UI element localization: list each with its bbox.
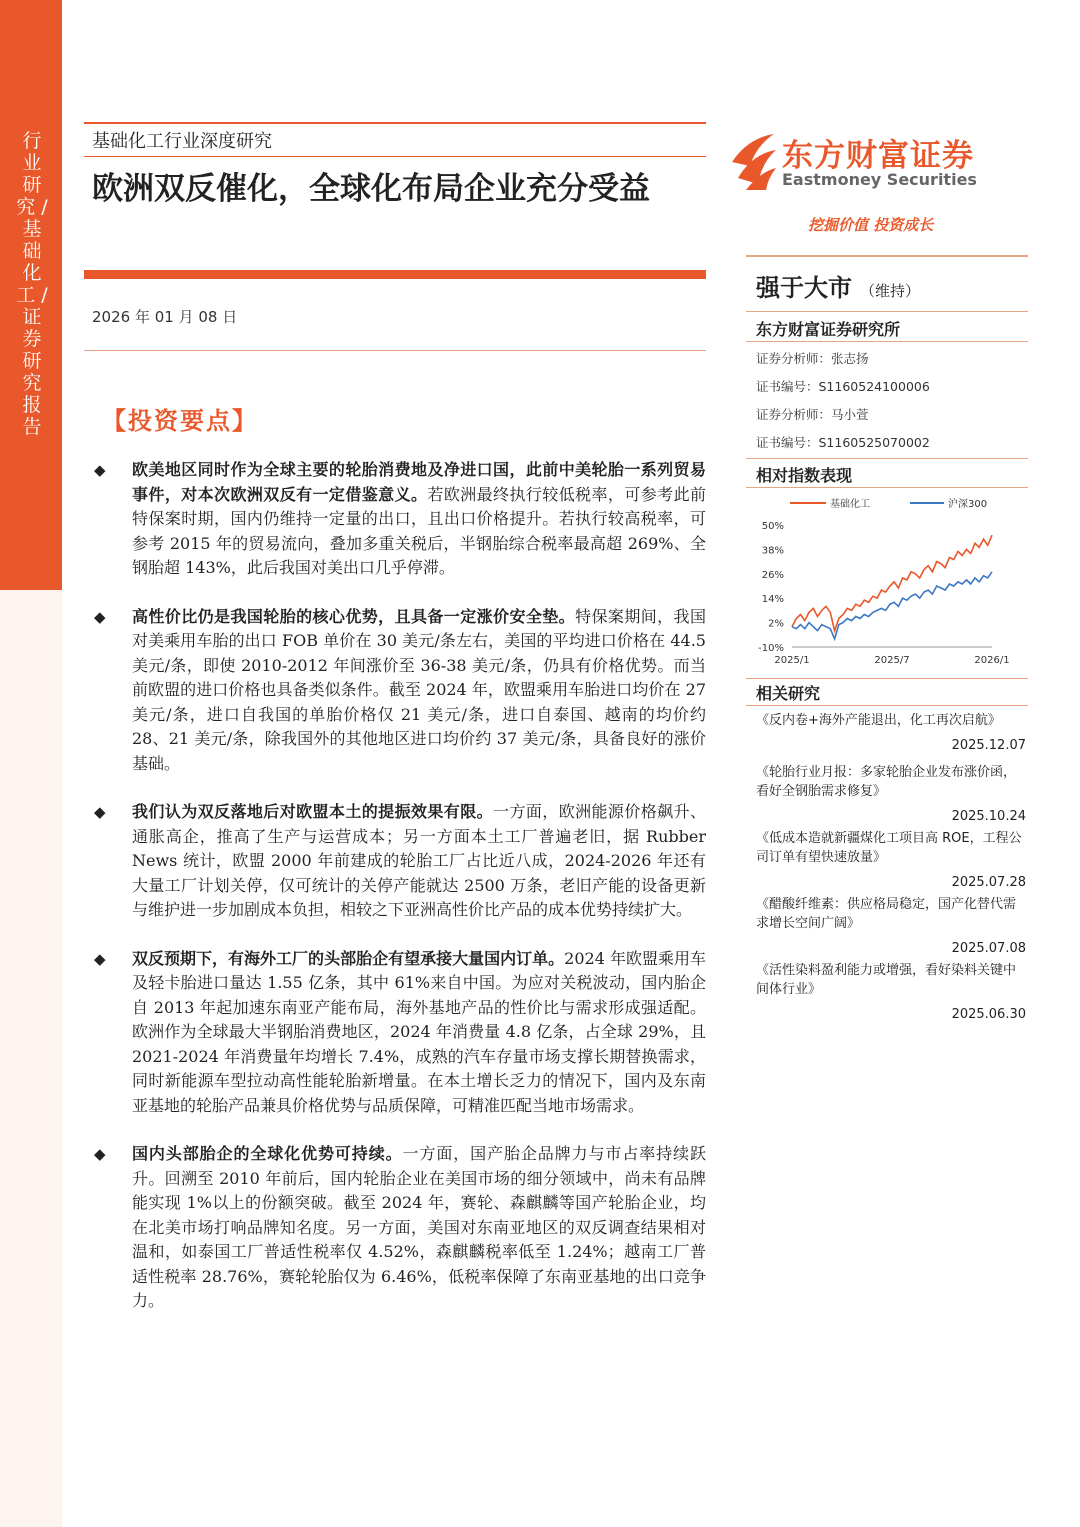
- related-report[interactable]: [756, 895, 1026, 958]
- related-top-rule: [746, 678, 1028, 679]
- perf-top-rule: [746, 458, 1028, 459]
- page-title: 欧洲双反催化，全球化布局企业充分受益: [92, 171, 650, 207]
- related-report-title: 《活性染料盈利能力或增强，看好染料关键中间体行业》: [756, 963, 1017, 997]
- key-point: [92, 458, 706, 581]
- report-date: 2026 年 01 月 08 日: [92, 308, 238, 326]
- related-report-date: 2025.10.24: [951, 809, 1026, 824]
- y-tick-label: 2%: [768, 618, 784, 630]
- key-point-body: 若欧洲最终执行较低税率，可参考此前特保案时期，国内仍维持一定量的出口，且出口价格提升。若执行较高税率，可参考 2015 年的贸易流向，叠加多重关税后，半钢胎综合税率最高超 269%、全钢胎超 143%，此后我国对美出口几乎停滞。: [132, 484, 706, 577]
- diamond-bullet-icon: ◆: [94, 607, 106, 626]
- rating-rule: [746, 311, 1028, 312]
- sidebar: [0, 0, 62, 1527]
- key-point: [92, 1142, 706, 1314]
- y-tick-label: -10%: [758, 643, 784, 654]
- brand-name-cn: 东方财富证券: [782, 138, 974, 174]
- key-point: [92, 947, 706, 1119]
- related-report[interactable]: [756, 711, 1026, 755]
- related-report[interactable]: [756, 829, 1026, 892]
- key-point-lead: 欧美地区同时作为全球主要的轮胎消费地及净进口国，此前中美轮胎一系列贸易事件，对本次欧洲双反有一定借鉴意义。: [132, 460, 706, 504]
- x-tick-label: 2025/1: [774, 655, 810, 666]
- analyst-line: 证券分析师：张志扬: [756, 351, 869, 366]
- related-report-date: 2025.07.08: [951, 941, 1026, 956]
- sidebar-label: 行业研究 / 基础化工 / 证券研究报告: [16, 130, 48, 438]
- related-report-title: 《轮胎行业月报：多家轮胎企业发布涨价函，看好全钢胎需求修复》: [756, 765, 1017, 799]
- series-line-chemical: [792, 535, 992, 631]
- y-tick-label: 50%: [761, 521, 784, 532]
- key-point-lead: 国内头部胎企的全球化优势可持续。: [132, 1144, 403, 1163]
- related-rule: [746, 705, 1028, 706]
- perf-rule: [746, 487, 1028, 488]
- x-tick-label: 2026/1: [974, 655, 1010, 666]
- category-rule: [84, 156, 706, 157]
- related-report[interactable]: [756, 961, 1026, 1024]
- institute-name: 东方财富证券研究所: [756, 320, 901, 339]
- key-point-lead: 双反预期下，有海外工厂的头部胎企有望承接大量国内订单。: [132, 948, 565, 968]
- legend-label-chemical: 基础化工: [830, 499, 870, 510]
- legend-label-csi300: 沪深300: [948, 499, 988, 510]
- analyst-line: 证书编号：S1160525070002: [756, 435, 930, 450]
- top-rule: [84, 122, 706, 124]
- slogan: 挖掘价值 投资成长: [808, 216, 934, 234]
- y-tick-label: 38%: [761, 545, 784, 557]
- rating-top-rule: [746, 255, 1028, 257]
- series-line-csi300: [792, 572, 992, 639]
- key-point-body: 特保案期间，我国对美乘用车胎的出口 FOB 单价在 30 美元/条左右，美国的平均进口价格在 44.5 美元/条，即使 2010-2012 年间涨价至 36-38 美元/条，仍具有价格优势。而当前欧盟的进口价格也具备类似条件。截至 2024 年，欧盟乘用车胎进口均价在 27 美元/条，进口自我国的单胎价格仅 21 美元/条，进口自泰国、越南的均价约 28、21 美元/条，除我国外的其他地区进口均价约 37 美元/条，具备良好的涨价基础。: [132, 606, 706, 773]
- rating: [756, 268, 920, 303]
- diamond-bullet-icon: ◆: [94, 1145, 106, 1163]
- logo: [728, 126, 1028, 196]
- date-rule: [84, 350, 706, 351]
- analyst-line: 证券分析师：马小萱: [756, 407, 869, 422]
- related-report[interactable]: [756, 763, 1026, 826]
- y-tick-label: 14%: [761, 594, 784, 606]
- diamond-bullet-icon: ◆: [94, 803, 106, 821]
- key-point-body: 2024 年欧盟乘用车及轻卡胎进口量达 1.55 亿条，其中 61%来自中国。为应对关税波动，国内胎企自 2013 年起加速东南亚产能布局，海外基地产品的性价比与需求形成强适配。欧洲作为全球最大半钢胎消费地区，2024 年消费量 4.8 亿条，占全球 29%，且 2021-2024 年消费量年均增长 7.4%，成熟的汽车存量市场支撑长期替换需求，同时新能源车型拉动高性能轮胎新增量。在本土增长乏力的情况下，国内及东南亚基地的轮胎产品兼具价格优势与品质保障，可精准匹配当地市场需求。: [132, 948, 706, 1115]
- institute-rule: [746, 341, 1028, 342]
- key-point-body: 一方面，欧洲能源价格飙升、通胀高企，推高了生产与运营成本；另一方面本土工厂普遍老旧，据 Rubber News 统计，欧盟 2000 年前建成的轮胎工厂占比近八成，2024-2026 年还有大量工厂计划关停，仅可统计的关停产能就达 2500 万条，老旧产能的设备更新与维护进一步加剧成本负担，相较之下亚洲高性价比产品的成本优势持续扩大。: [132, 802, 706, 919]
- logo-icon: [728, 132, 778, 192]
- related-heading: 相关研究: [756, 684, 821, 703]
- related-report-date: 2025.12.07: [951, 738, 1026, 753]
- related-report-date: 2025.07.28: [951, 875, 1026, 890]
- key-point-body: 一方面，国产胎企品牌力与市占率持续跃升。回溯至 2010 年前后，国内轮胎企业在美国市场的细分领域中，尚未有品牌能实现 1%以上的份额突破。截至 2024 年，赛轮、森麒麟等国产轮胎企业，均在北美市场打响品牌知名度。另一方面，美国对东南亚地区的双反调查结果相对温和，如泰国工厂普适性税率仅 4.52%，森麒麟税率低至 1.24%；越南工厂普适性税率 28.76%，赛轮轮胎仅为 6.46%，低税率保障了东南亚基地的出口竞争力。: [132, 1144, 706, 1310]
- diamond-bullet-icon: ◆: [94, 461, 106, 479]
- report-category: 基础化工行业深度研究: [92, 131, 272, 152]
- related-report-date: 2025.06.30: [951, 1007, 1026, 1022]
- key-point-lead: 高性价比仍是我国轮胎的核心优势，且具备一定涨价安全垫。: [132, 606, 576, 626]
- perf-heading: 相对指数表现: [756, 466, 853, 485]
- title-bar: [84, 270, 706, 279]
- key-point: [92, 800, 706, 923]
- diamond-bullet-icon: ◆: [94, 949, 106, 968]
- key-point: [92, 605, 706, 777]
- brand-name-en: Eastmoney Securities: [782, 170, 977, 189]
- section-heading: 【投资要点】: [102, 407, 258, 435]
- related-report-title: 《低成本造就新疆煤化工项目高 ROE，工程公司订单有望快速放量》: [756, 831, 1022, 865]
- chart-legend: [790, 497, 987, 510]
- relative-performance-chart: [746, 490, 1028, 670]
- key-point-lead: 我们认为双反落地后对欧盟本土的提振效果有限。: [132, 802, 494, 821]
- rating-label: 强于大市: [756, 274, 852, 302]
- analyst-line: 证书编号：S1160524100006: [756, 379, 930, 394]
- y-tick-label: 26%: [761, 569, 784, 581]
- related-report-title: 《醋酸纤维素：供应格局稳定，国产化替代需求增长空间广阔》: [756, 897, 1017, 931]
- key-points: [92, 458, 706, 1314]
- related-report-title: 《反内卷+海外产能退出，化工再次启航》: [756, 713, 1001, 728]
- x-tick-label: 2025/7: [874, 655, 910, 666]
- sidebar-band: [0, 0, 62, 590]
- rating-note: （维持）: [860, 282, 921, 300]
